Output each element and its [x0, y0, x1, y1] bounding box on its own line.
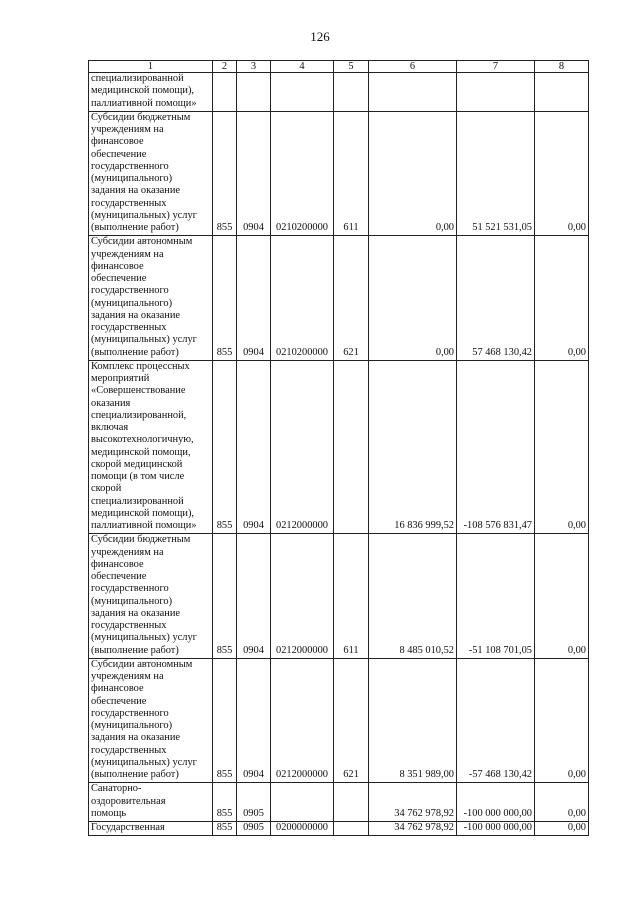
target-article-cell: 0212000000	[271, 658, 334, 783]
amount-cell	[369, 73, 457, 112]
expense-type-cell	[334, 73, 369, 112]
column-header: 6	[369, 61, 457, 73]
row-name-cell: Субсидии бюджетным учреждениям на финансовое обеспечение государственного (муниципального) задания на оказание государственных (муниципальных) услуг (выполнение работ)	[89, 534, 213, 659]
row-name-cell: Субсидии бюджетным учреждениям на финансовое обеспечение государственного (муниципального) задания на оказание государственных (муниципальных) услуг (выполнение работ)	[89, 111, 213, 236]
total-cell: 0,00	[535, 783, 589, 822]
page-number: 126	[310, 29, 330, 44]
column-header: 4	[271, 61, 334, 73]
change-amount-cell: 51 521 531,05	[457, 111, 535, 236]
amount-cell: 16 836 999,52	[369, 360, 457, 534]
table-row	[89, 360, 589, 534]
section-code-cell: 0904	[237, 111, 271, 236]
admin-code-cell: 855	[213, 360, 237, 534]
row-name-cell: специализированной медицинской помощи), паллиативной помощи»	[89, 73, 213, 112]
change-amount-cell: -57 468 130,42	[457, 658, 535, 783]
target-article-cell: 0212000000	[271, 360, 334, 534]
admin-code-cell: 855	[213, 534, 237, 659]
admin-code-cell: 855	[213, 658, 237, 783]
column-header: 8	[535, 61, 589, 73]
section-code-cell: 0904	[237, 236, 271, 361]
total-cell: 0,00	[535, 236, 589, 361]
expense-type-cell	[334, 783, 369, 822]
change-amount-cell: -51 108 701,05	[457, 534, 535, 659]
column-number-row	[89, 61, 589, 73]
target-article-cell: 0200000000	[271, 822, 334, 836]
total-cell: 0,00	[535, 658, 589, 783]
expense-type-cell: 611	[334, 111, 369, 236]
section-code-cell	[237, 73, 271, 112]
table-body	[89, 73, 589, 836]
expense-type-cell: 621	[334, 658, 369, 783]
section-code-cell: 0904	[237, 360, 271, 534]
expense-type-cell	[334, 360, 369, 534]
expense-type-cell: 621	[334, 236, 369, 361]
total-cell: 0,00	[535, 534, 589, 659]
admin-code-cell: 855	[213, 783, 237, 822]
section-code-cell: 0904	[237, 534, 271, 659]
section-code-cell: 0905	[237, 783, 271, 822]
amount-cell: 34 762 978,92	[369, 822, 457, 836]
table-row	[89, 658, 589, 783]
amount-cell: 0,00	[369, 236, 457, 361]
row-name-cell: Комплекс процессных мероприятий «Совершенствование оказания специализированной, включая высокотехнологичную, медицинской помощи, скорой медицинской помощи (в том числе скорой специализированной медицинской помощи), паллиативной помощи»	[89, 360, 213, 534]
admin-code-cell	[213, 73, 237, 112]
expense-type-cell: 611	[334, 534, 369, 659]
amount-cell: 0,00	[369, 111, 457, 236]
change-amount-cell: -108 576 831,47	[457, 360, 535, 534]
table-row	[89, 822, 589, 836]
admin-code-cell: 855	[213, 822, 237, 836]
section-code-cell: 0905	[237, 822, 271, 836]
total-cell: 0,00	[535, 822, 589, 836]
row-name-cell: Санаторно- оздоровительная помощь	[89, 783, 213, 822]
row-name-cell: Государственная	[89, 822, 213, 836]
column-header: 7	[457, 61, 535, 73]
target-article-cell	[271, 73, 334, 112]
amount-cell: 34 762 978,92	[369, 783, 457, 822]
column-header: 5	[334, 61, 369, 73]
column-header: 3	[237, 61, 271, 73]
change-amount-cell: -100 000 000,00	[457, 822, 535, 836]
table-header	[89, 61, 589, 73]
table-row	[89, 534, 589, 659]
expense-type-cell	[334, 822, 369, 836]
total-cell: 0,00	[535, 360, 589, 534]
table-row	[89, 783, 589, 822]
change-amount-cell	[457, 73, 535, 112]
amount-cell: 8 485 010,52	[369, 534, 457, 659]
target-article-cell: 0212000000	[271, 534, 334, 659]
section-code-cell: 0904	[237, 658, 271, 783]
column-header: 2	[213, 61, 237, 73]
total-cell	[535, 73, 589, 112]
row-name-cell: Субсидии автономным учреждениям на финансовое обеспечение государственного (муниципального) задания на оказание государственных (муниципальных) услуг (выполнение работ)	[89, 236, 213, 361]
table-row	[89, 73, 589, 112]
table-row	[89, 236, 589, 361]
target-article-cell	[271, 783, 334, 822]
column-header: 1	[89, 61, 213, 73]
table-row	[89, 111, 589, 236]
total-cell: 0,00	[535, 111, 589, 236]
amount-cell: 8 351 989,00	[369, 658, 457, 783]
change-amount-cell: -100 000 000,00	[457, 783, 535, 822]
admin-code-cell: 855	[213, 111, 237, 236]
budget-table	[88, 60, 589, 836]
admin-code-cell: 855	[213, 236, 237, 361]
row-name-cell: Субсидии автономным учреждениям на финансовое обеспечение государственного (муниципального) задания на оказание государственных (муниципальных) услуг (выполнение работ)	[89, 658, 213, 783]
target-article-cell: 0210200000	[271, 111, 334, 236]
change-amount-cell: 57 468 130,42	[457, 236, 535, 361]
target-article-cell: 0210200000	[271, 236, 334, 361]
